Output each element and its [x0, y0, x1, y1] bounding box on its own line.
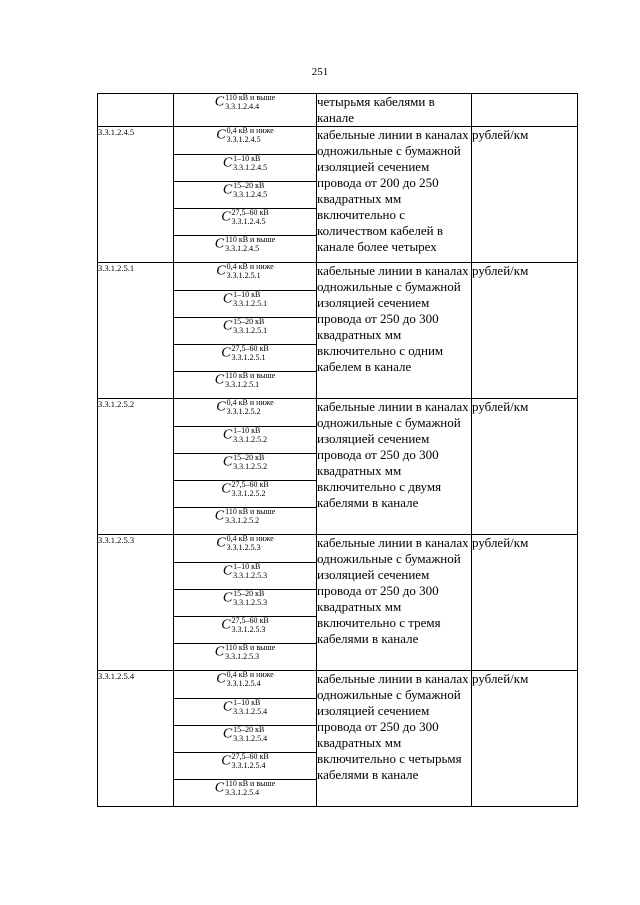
formula-index: 3.3.1.2.5.2 [226, 406, 261, 416]
unit-cell: рублей/км [472, 263, 578, 399]
formula-cell [174, 699, 317, 726]
formula-voltage: 110 кВ и выше [225, 507, 276, 516]
code-cell: 3.3.1.2.4.5 [98, 127, 174, 263]
formula-index: 3.3.1.2.5.2 [225, 515, 260, 525]
rate-formula [223, 291, 267, 308]
formula-symbol: C [222, 590, 233, 606]
code-cell: 3.3.1.2.5.4 [98, 671, 174, 807]
formula-symbol: C [222, 454, 233, 470]
formula-cell [174, 535, 317, 563]
rate-formula [216, 535, 273, 552]
rate-formula [221, 617, 269, 634]
unit-cell: рублей/км [472, 535, 578, 671]
formula-symbol: C [221, 617, 231, 633]
formula-index: 3.3.1.2.4.5 [233, 162, 268, 172]
formula-index: 3.3.1.2.5.3 [226, 542, 261, 552]
rate-formula [215, 508, 275, 525]
formula-voltage: 110 кВ и выше [225, 93, 276, 102]
rate-formula [216, 127, 273, 144]
unit-cell: рублей/км [472, 671, 578, 807]
rate-formula [216, 399, 273, 416]
formula-cell [174, 182, 317, 209]
formula-cell [174, 236, 317, 263]
formula-voltage: 27,5–60 кВ [231, 752, 269, 761]
formula-voltage: 0,4 кВ и ниже [226, 262, 274, 271]
formula-index: 3.3.1.2.5.3 [225, 651, 260, 661]
formula-symbol: C [222, 155, 233, 171]
rate-formula [223, 454, 267, 471]
formula-index: 3.3.1.2.5.1 [233, 325, 268, 335]
unit-cell: рублей/км [472, 399, 578, 535]
formula-index: 3.3.1.2.5.4 [231, 760, 266, 770]
description-cell: четырьмя кабелями в канале [317, 94, 472, 127]
formula-index: 3.3.1.2.5.1 [226, 270, 261, 280]
rate-formula [221, 753, 269, 770]
formula-index: 3.3.1.2.5.4 [233, 733, 268, 743]
formula-voltage: 27,5–60 кВ [231, 344, 269, 353]
code-cell: 3.3.1.2.5.2 [98, 399, 174, 535]
formula-symbol: C [216, 671, 226, 687]
formula-symbol: C [222, 699, 233, 715]
formula-voltage: 1–10 кВ [233, 562, 261, 571]
table-row [98, 399, 578, 427]
rate-formula [223, 726, 267, 743]
formula-voltage: 1–10 кВ [233, 426, 261, 435]
table-row [98, 263, 578, 291]
formula-voltage: 27,5–60 кВ [231, 480, 269, 489]
rate-formula [215, 236, 275, 253]
formula-cell [174, 427, 317, 454]
rate-formula [216, 263, 273, 280]
rate-formula [223, 155, 267, 172]
rate-formula [221, 345, 269, 362]
code-cell: 3.3.1.2.5.3 [98, 535, 174, 671]
formula-symbol: C [222, 563, 233, 579]
formula-index: 3.3.1.2.4.5 [226, 134, 261, 144]
formula-symbol: C [222, 291, 233, 307]
rate-formula [223, 427, 267, 444]
formula-index: 3.3.1.2.5.1 [231, 352, 266, 362]
formula-cell [174, 318, 317, 345]
formula-symbol: C [216, 127, 226, 143]
formula-symbol: C [221, 481, 231, 497]
unit-cell: рублей/км [472, 127, 578, 263]
rate-formula [223, 182, 267, 199]
formula-voltage: 110 кВ и выше [225, 643, 276, 652]
formula-cell [174, 372, 317, 399]
formula-cell [174, 671, 317, 699]
formula-cell [174, 726, 317, 753]
rate-formula [221, 209, 269, 226]
formula-symbol: C [216, 535, 226, 551]
formula-symbol: C [214, 508, 225, 524]
formula-cell [174, 127, 317, 155]
description-cell: кабельные линии в каналах одножильные с бумажной изоляцией сечением провода от 200 до 250 квадратных мм включительно с количеством кабелей в канале более четырех [317, 127, 472, 263]
formula-symbol: C [214, 780, 225, 796]
formula-cell [174, 209, 317, 236]
formula-cell [174, 617, 317, 644]
rate-formula [215, 94, 275, 111]
formula-voltage: 1–10 кВ [233, 698, 261, 707]
formula-symbol: C [216, 263, 226, 279]
formula-voltage: 110 кВ и выше [225, 779, 276, 788]
rate-formula [215, 780, 275, 797]
formula-symbol: C [221, 753, 231, 769]
formula-symbol: C [221, 209, 231, 225]
formula-index: 3.3.1.2.4.5 [231, 216, 266, 226]
formula-voltage: 15–20 кВ [233, 181, 265, 190]
formula-cell [174, 753, 317, 780]
formula-cell [174, 345, 317, 372]
formula-voltage: 15–20 кВ [233, 317, 265, 326]
formula-voltage: 1–10 кВ [233, 154, 261, 163]
formula-index: 3.3.1.2.5.1 [233, 298, 268, 308]
formula-symbol: C [214, 236, 225, 252]
formula-voltage: 27,5–60 кВ [231, 208, 269, 217]
unit-cell [472, 94, 578, 127]
code-cell: 3.3.1.2.5.1 [98, 263, 174, 399]
formula-voltage: 0,4 кВ и ниже [226, 126, 274, 135]
formula-voltage: 0,4 кВ и ниже [226, 398, 274, 407]
description-cell: кабельные линии в каналах одножильные с бумажной изоляцией сечением провода от 250 до 300 квадратных мм включительно с четырьмя кабелями в канале [317, 671, 472, 807]
formula-symbol: C [214, 372, 225, 388]
description-cell: кабельные линии в каналах одножильные с бумажной изоляцией сечением провода от 250 до 300 квадратных мм включительно с одним кабелем в канале [317, 263, 472, 399]
formula-symbol: C [222, 726, 233, 742]
formula-cell [174, 563, 317, 590]
formula-symbol: C [214, 644, 225, 660]
formula-voltage: 15–20 кВ [233, 725, 265, 734]
table-row [98, 535, 578, 563]
formula-cell [174, 263, 317, 291]
rate-formula [223, 318, 267, 335]
rate-formula [223, 563, 267, 580]
formula-index: 3.3.1.2.5.4 [226, 678, 261, 688]
formula-index: 3.3.1.2.5.1 [225, 379, 260, 389]
formula-index: 3.3.1.2.5.4 [233, 706, 268, 716]
formula-voltage: 15–20 кВ [233, 589, 265, 598]
rate-formula [223, 699, 267, 716]
formula-voltage: 110 кВ и выше [225, 235, 276, 244]
tariff-table [97, 93, 578, 807]
formula-voltage: 1–10 кВ [233, 290, 261, 299]
formula-cell [174, 508, 317, 535]
formula-index: 3.3.1.2.5.4 [225, 787, 260, 797]
formula-index: 3.3.1.2.4.5 [225, 243, 260, 253]
formula-cell [174, 94, 317, 127]
rate-formula [221, 481, 269, 498]
formula-index: 3.3.1.2.5.3 [231, 624, 266, 634]
formula-index: 3.3.1.2.5.3 [233, 597, 268, 607]
formula-cell [174, 291, 317, 318]
rate-formula [215, 644, 275, 661]
formula-cell [174, 155, 317, 182]
rate-formula [215, 372, 275, 389]
description-cell: кабельные линии в каналах одножильные с бумажной изоляцией сечением провода от 250 до 300 квадратных мм включительно с тремя кабелями в канале [317, 535, 472, 671]
table-row [98, 671, 578, 699]
formula-cell [174, 399, 317, 427]
formula-symbol: C [222, 182, 233, 198]
description-cell: кабельные линии в каналах одножильные с бумажной изоляцией сечением провода от 250 до 300 квадратных мм включительно с двумя кабелями в канале [317, 399, 472, 535]
table-row [98, 127, 578, 155]
rate-formula [216, 671, 273, 688]
formula-voltage: 110 кВ и выше [225, 371, 276, 380]
code-cell [98, 94, 174, 127]
formula-symbol: C [222, 318, 233, 334]
table-row-partial [98, 94, 578, 127]
rate-formula [223, 590, 267, 607]
formula-symbol: C [221, 345, 231, 361]
formula-symbol: C [216, 399, 226, 415]
formula-voltage: 27,5–60 кВ [231, 616, 269, 625]
formula-voltage: 15–20 кВ [233, 453, 265, 462]
formula-symbol: C [222, 427, 233, 443]
formula-index: 3.3.1.2.4.5 [233, 189, 268, 199]
formula-cell [174, 644, 317, 671]
formula-cell [174, 454, 317, 481]
formula-symbol: C [214, 94, 225, 110]
formula-voltage: 0,4 кВ и ниже [226, 534, 274, 543]
formula-cell [174, 780, 317, 807]
formula-index: 3.3.1.2.5.2 [233, 461, 268, 471]
formula-index: 3.3.1.2.5.2 [231, 488, 266, 498]
formula-cell [174, 481, 317, 508]
formula-index: 3.3.1.2.4.4 [225, 101, 260, 111]
page-number: 251 [311, 66, 329, 78]
formula-cell [174, 590, 317, 617]
formula-index: 3.3.1.2.5.3 [233, 570, 268, 580]
formula-voltage: 0,4 кВ и ниже [226, 670, 274, 679]
formula-index: 3.3.1.2.5.2 [233, 434, 268, 444]
